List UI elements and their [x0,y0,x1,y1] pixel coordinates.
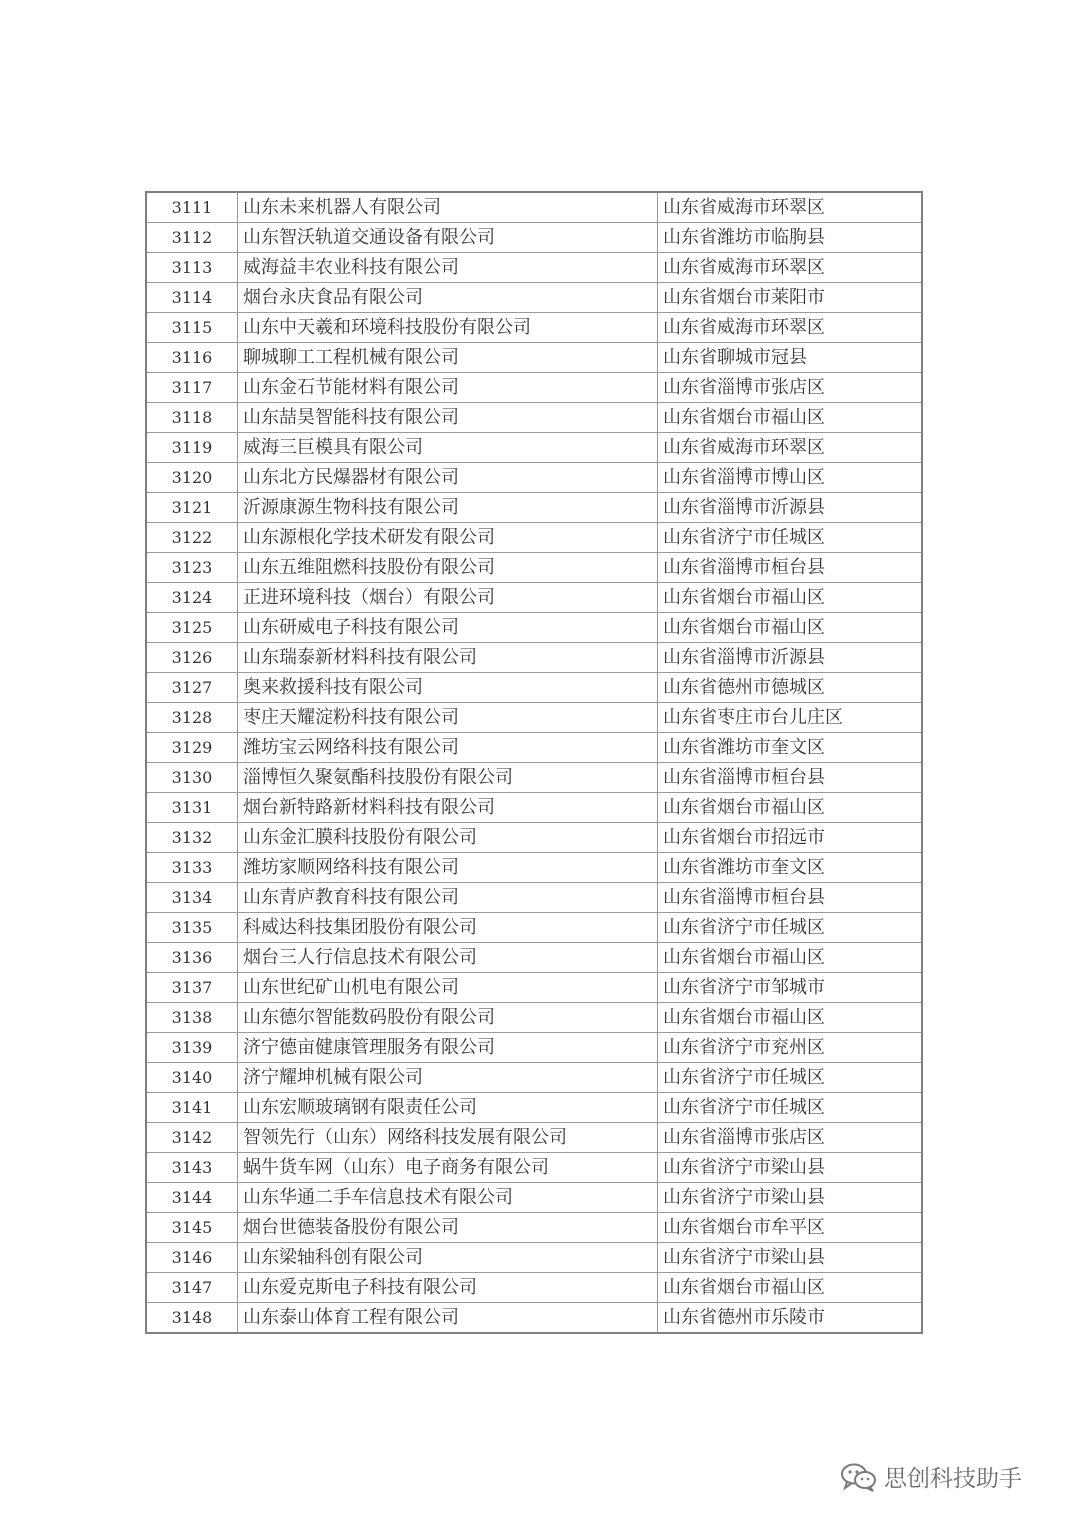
company-region: 山东省烟台市莱阳市 [658,283,923,313]
row-number: 3143 [146,1153,238,1183]
wechat-icon [840,1462,878,1492]
wechat-watermark [840,1460,1022,1493]
company-name: 烟台新特路新材料科技有限公司 [238,793,658,823]
company-region: 山东省济宁市任城区 [658,913,923,943]
row-number: 3129 [146,733,238,763]
company-region: 山东省淄博市桓台县 [658,553,923,583]
company-name: 山东金石节能材料有限公司 [238,373,658,403]
row-number: 3119 [146,433,238,463]
table-row [146,763,922,793]
company-name: 潍坊家顺网络科技有限公司 [238,853,658,883]
company-region: 山东省烟台市福山区 [658,1003,923,1033]
table-row [146,973,922,1003]
company-name: 蜗牛货车网（山东）电子商务有限公司 [238,1153,658,1183]
table-row [146,403,922,433]
company-name: 山东五维阻燃科技股份有限公司 [238,553,658,583]
table-row [146,523,922,553]
company-list-table [145,191,923,1334]
company-region: 山东省济宁市任城区 [658,1063,923,1093]
row-number: 3140 [146,1063,238,1093]
table-row [146,343,922,373]
table-row [146,283,922,313]
row-number: 3144 [146,1183,238,1213]
company-region: 山东省枣庄市台儿庄区 [658,703,923,733]
row-number: 3138 [146,1003,238,1033]
row-number: 3123 [146,553,238,583]
watermark-text: 思创科技助手 [884,1466,1022,1492]
row-number: 3145 [146,1213,238,1243]
company-region: 山东省淄博市张店区 [658,1123,923,1153]
table-row [146,493,922,523]
company-name: 潍坊宝云网络科技有限公司 [238,733,658,763]
row-number: 3112 [146,223,238,253]
company-region: 山东省聊城市冠县 [658,343,923,373]
company-region: 山东省淄博市桓台县 [658,883,923,913]
company-name: 聊城聊工工程机械有限公司 [238,343,658,373]
company-region: 山东省烟台市招远市 [658,823,923,853]
row-number: 3127 [146,673,238,703]
row-number: 3134 [146,883,238,913]
company-region: 山东省威海市环翠区 [658,253,923,283]
company-region: 山东省烟台市福山区 [658,1273,923,1303]
row-number: 3126 [146,643,238,673]
company-name: 山东爱克斯电子科技有限公司 [238,1273,658,1303]
company-region: 山东省济宁市兖州区 [658,1033,923,1063]
company-region: 山东省潍坊市奎文区 [658,853,923,883]
row-number: 3135 [146,913,238,943]
row-number: 3120 [146,463,238,493]
table-row [146,433,922,463]
company-name: 山东宏顺玻璃钢有限责任公司 [238,1093,658,1123]
row-number: 3122 [146,523,238,553]
company-name: 烟台永庆食品有限公司 [238,283,658,313]
table-row [146,1033,922,1063]
table-row [146,1273,922,1303]
company-name: 山东智沃轨道交通设备有限公司 [238,223,658,253]
table-row [146,823,922,853]
company-name: 山东世纪矿山机电有限公司 [238,973,658,1003]
row-number: 3146 [146,1243,238,1273]
company-name: 山东中天羲和环境科技股份有限公司 [238,313,658,343]
table-row [146,1243,922,1273]
company-region: 山东省济宁市任城区 [658,1093,923,1123]
company-name: 山东喆昊智能科技有限公司 [238,403,658,433]
company-name: 山东青庐教育科技有限公司 [238,883,658,913]
company-name: 智领先行（山东）网络科技发展有限公司 [238,1123,658,1153]
company-name: 威海三巨模具有限公司 [238,433,658,463]
company-region: 山东省威海市环翠区 [658,433,923,463]
table-row [146,583,922,613]
company-region: 山东省淄博市沂源县 [658,493,923,523]
company-name: 山东瑞泰新材料科技有限公司 [238,643,658,673]
company-name: 淄博恒久聚氨酯科技股份有限公司 [238,763,658,793]
company-region: 山东省济宁市梁山县 [658,1153,923,1183]
row-number: 3115 [146,313,238,343]
row-number: 3142 [146,1123,238,1153]
company-region: 山东省淄博市张店区 [658,373,923,403]
table-row [146,673,922,703]
row-number: 3130 [146,763,238,793]
company-region: 山东省烟台市福山区 [658,793,923,823]
row-number: 3139 [146,1033,238,1063]
row-number: 3132 [146,823,238,853]
row-number: 3148 [146,1303,238,1334]
table-row [146,1093,922,1123]
company-name: 威海益丰农业科技有限公司 [238,253,658,283]
table-row [146,613,922,643]
row-number: 3136 [146,943,238,973]
table-row [146,1213,922,1243]
row-number: 3114 [146,283,238,313]
table-row [146,913,922,943]
company-name: 山东德尔智能数码股份有限公司 [238,1003,658,1033]
company-region: 山东省德州市乐陵市 [658,1303,923,1334]
table-row [146,1063,922,1093]
row-number: 3124 [146,583,238,613]
row-number: 3137 [146,973,238,1003]
company-region: 山东省烟台市福山区 [658,403,923,433]
row-number: 3131 [146,793,238,823]
table-row [146,463,922,493]
table-row [146,643,922,673]
company-name: 正进环境科技（烟台）有限公司 [238,583,658,613]
row-number: 3141 [146,1093,238,1123]
company-region: 山东省潍坊市奎文区 [658,733,923,763]
table-row [146,853,922,883]
table-row [146,703,922,733]
company-region: 山东省烟台市福山区 [658,613,923,643]
table-row [146,883,922,913]
company-region: 山东省济宁市任城区 [658,523,923,553]
company-region: 山东省烟台市牟平区 [658,1213,923,1243]
row-number: 3147 [146,1273,238,1303]
company-region: 山东省威海市环翠区 [658,313,923,343]
row-number: 3121 [146,493,238,523]
table-row [146,733,922,763]
table-row [146,373,922,403]
company-name: 枣庄天耀淀粉科技有限公司 [238,703,658,733]
row-number: 3113 [146,253,238,283]
row-number: 3116 [146,343,238,373]
company-region: 山东省德州市德城区 [658,673,923,703]
table-row [146,1183,922,1213]
company-region: 山东省淄博市桓台县 [658,763,923,793]
company-name: 山东源根化学技术研发有限公司 [238,523,658,553]
table-row [146,1153,922,1183]
table-row [146,1123,922,1153]
company-region: 山东省济宁市梁山县 [658,1243,923,1273]
table-row [146,553,922,583]
table-row [146,1003,922,1033]
company-region: 山东省济宁市邹城市 [658,973,923,1003]
table-row [146,223,922,253]
row-number: 3125 [146,613,238,643]
table-row [146,793,922,823]
company-name: 科威达科技集团股份有限公司 [238,913,658,943]
company-region: 山东省淄博市沂源县 [658,643,923,673]
company-name: 山东北方民爆器材有限公司 [238,463,658,493]
row-number: 3133 [146,853,238,883]
row-number: 3117 [146,373,238,403]
table-row [146,192,922,223]
company-region: 山东省淄博市博山区 [658,463,923,493]
row-number: 3118 [146,403,238,433]
company-name: 济宁德亩健康管理服务有限公司 [238,1033,658,1063]
company-name: 沂源康源生物科技有限公司 [238,493,658,523]
company-name: 山东未来机器人有限公司 [238,192,658,223]
company-region: 山东省潍坊市临朐县 [658,223,923,253]
table-row [146,313,922,343]
company-name: 山东泰山体育工程有限公司 [238,1303,658,1334]
company-name: 山东金汇膜科技股份有限公司 [238,823,658,853]
company-name: 烟台三人行信息技术有限公司 [238,943,658,973]
company-name: 烟台世德装备股份有限公司 [238,1213,658,1243]
company-name: 山东华通二手车信息技术有限公司 [238,1183,658,1213]
table-body [146,192,922,1333]
table-row [146,1303,922,1334]
table-row [146,943,922,973]
company-region: 山东省烟台市福山区 [658,583,923,613]
company-name: 济宁耀坤机械有限公司 [238,1063,658,1093]
company-region: 山东省烟台市福山区 [658,943,923,973]
table-row [146,253,922,283]
company-name: 山东梁轴科创有限公司 [238,1243,658,1273]
company-region: 山东省济宁市梁山县 [658,1183,923,1213]
company-name: 山东研威电子科技有限公司 [238,613,658,643]
company-name: 奥来救援科技有限公司 [238,673,658,703]
row-number: 3111 [146,192,238,223]
company-region: 山东省威海市环翠区 [658,192,923,223]
row-number: 3128 [146,703,238,733]
